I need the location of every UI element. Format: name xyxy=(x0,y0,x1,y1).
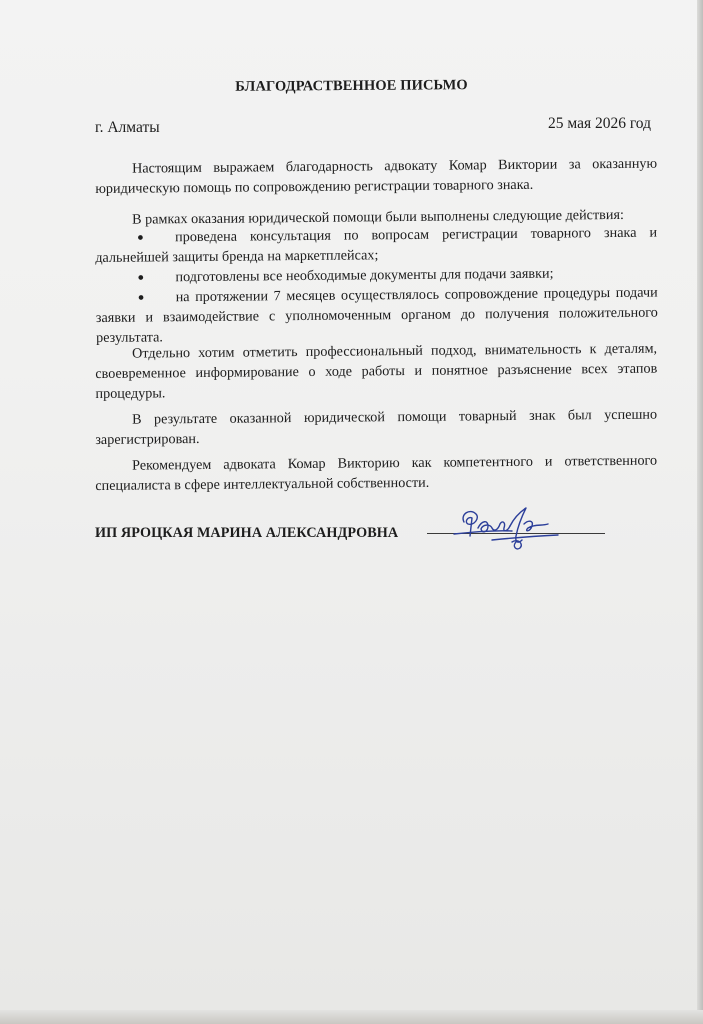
list-item xyxy=(96,283,659,348)
result-paragraph: В результате оказанной юридической помощи товарный знак был успешно зарегистрирован. xyxy=(95,406,658,448)
appreciation-paragraph: Отдельно хотим отметить профессиональный подход, внимательность к деталям, своевременное информирование о ходе работы и понятное разъяснение всех этапов процедуры. xyxy=(95,340,658,402)
action-item-text: подготовлены все необходимые документы для подачи заявки; xyxy=(175,265,554,286)
signer-name: ИП ЯРОЦКАЯ МАРИНА АЛЕКСАНДРОВНА xyxy=(95,525,399,541)
result-block xyxy=(95,405,657,450)
paper-edge-right xyxy=(697,0,703,1024)
recommendation-paragraph: Рекомендуем адвоката Комар Викторию как компетентного и ответственного специалиста в сфере интеллектуальной собственности. xyxy=(95,452,658,494)
bullet-icon: ● xyxy=(137,231,144,244)
action-item-text: проведена консультация по вопросам регистрации товарного знака и дальнейшей защиты бренда на маркетплейсах; xyxy=(95,224,658,266)
letter-title: БЛАГОДРАСТВЕННОЕ ПИСЬМО xyxy=(235,77,468,95)
actions-list xyxy=(95,223,658,348)
letter-date: 25 мая 2026 год xyxy=(548,115,651,132)
actions-intro: В рамках оказания юридической помощи были выполнены следующие действия: xyxy=(132,206,624,228)
paper-edge-bottom xyxy=(0,1010,703,1024)
appreciation-block xyxy=(95,339,658,404)
list-item xyxy=(95,223,657,268)
intro-paragraph-block xyxy=(95,154,657,199)
handwritten-signature xyxy=(452,502,567,552)
bullet-icon: ● xyxy=(137,291,145,304)
intro-paragraph: Настоящим выражаем благодарность адвокату Комар Виктории за оказанную юридическую помощь по сопровождению регистрации товарного знака. xyxy=(95,155,658,197)
recommendation-block xyxy=(95,451,657,496)
action-item-text: на протяжении 7 месяцев осуществлялось сопровождение процедуры подачи заявки и взаимодействие с уполномоченным органом до получения положительного результата. xyxy=(95,284,658,346)
letter-city: г. Алматы xyxy=(95,119,160,136)
bullet-icon: ● xyxy=(137,271,145,284)
